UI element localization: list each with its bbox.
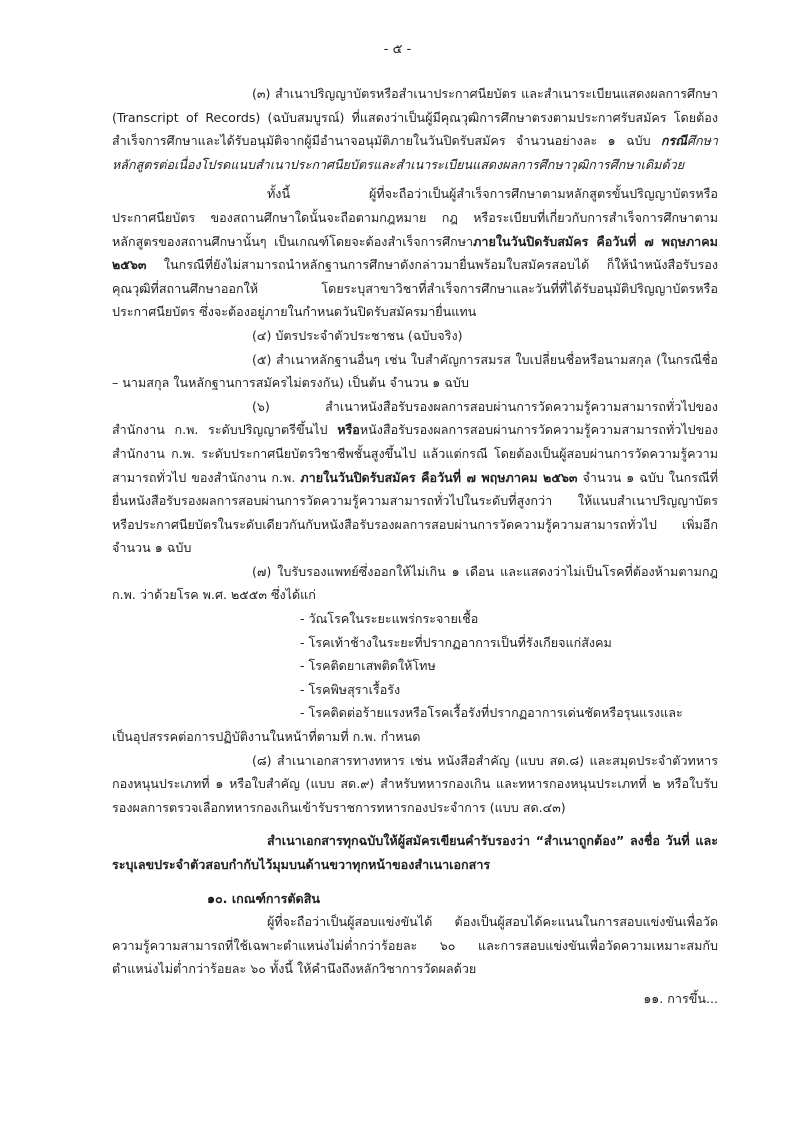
item-6-text-1: (๖) สำเนาหนังสือรับรองผลการสอบผ่านการวัดความรู้ความสามารถทั่วไปของสำนักงาน ก.พ. ระดับปริญญาตรีขึ้นไป	[112, 398, 718, 438]
certify-copy-note: สำเนาเอกสารทุกฉบับให้ผู้สมัครเขียนคำรับรองว่า “สำเนาถูกต้อง” ลงชื่อ วันที่ และระบุเลขประจำตัวสอบกำกับไว้มุมบนด้านขวาทุกหน้าของสำเนาเอกสาร	[112, 833, 718, 872]
next-page-reference: ๑๑. การขึ้น...	[643, 990, 718, 1006]
disease-item: - โรคติดยาเสพติดให้โทษ	[300, 658, 436, 674]
item-6-or: หรือ	[337, 422, 360, 438]
graduation-note-text-1: ทั้งนี้ ผู้ที่จะถือว่าเป็นผู้สำเร็จการศึกษาตามหลักสูตรขั้นปริญญาบัตรหรือประกาศนียบัตร ของสถานศึกษาใดนั้นจะถือตามกฎหมาย กฎ หรือระเบียบที่เกี่ยวกับการสำเร็จการศึกษาตามหลักสูตรของสถานศึกษานั้นๆ เป็นเกณฑ์โดยจะต้องสำเร็จการศึกษา	[112, 186, 718, 249]
item-6-ocsc-certificate	[112, 395, 718, 560]
item-3-case-note: ศึกษาหลักสูตรต่อเนื่องโปรดแนบสำเนาประกาศนียบัตรและสำเนาระเบียนแสดงผลการศึกษาวุฒิการศึกษาเดิมด้วย	[112, 133, 718, 172]
graduation-note-text-2: ในกรณีที่ยังไม่สามารถนำหลักฐานการศึกษาดังกล่าวมายื่นพร้อมใบสมัครสอบได้ ก็ให้นำหนังสือรับรองคุณวุฒิที่สถานศึกษาออกให้ โดยระบุสาขาวิชาที่สำเร็จการศึกษาและวันที่ที่ได้รับอนุมัติปริญญาบัตรหรือประกาศนียบัตร ซึ่งจะต้องอยู่ภายในกำหนดวันปิดรับสมัครมายื่นแทน	[112, 257, 718, 320]
item-6-text-3: จำนวน ๑ ฉบับ ในกรณีที่ยื่นหนังสือรับรองผลการสอบผ่านการวัดความรู้ความสามารถทั่วไปในระดับที่สูงกว่า ให้แนบสำเนาปริญญาบัตรหรือประกาศนียบัตรในระดับเดียวกันกับหนังสือรับรองผลการสอบผ่านการวัดความรู้ความสามารถทั่วไป เพิ่มอีกจำนวน ๑ ฉบับ	[112, 469, 718, 556]
item-6-deadline: ภายในวันปิดรับสมัคร คือวันที่ ๗ พฤษภาคม ๒๕๖๓	[300, 469, 578, 485]
item-7-medical-certificate: (๗) ใบรับรองแพทย์ซึ่งออกให้ไม่เกิน ๑ เดือน และแสดงว่าไม่เป็นโรคที่ต้องห้ามตามกฎ ก.พ. ว่าด้วยโรค พ.ศ. ๒๕๕๓ ซึ่งได้แก่	[112, 563, 718, 603]
item-3-case-lead: กรณี	[660, 133, 687, 149]
item-6-text-2: หนังสือรับรองผลการสอบผ่านการวัดความรู้ความสามารถทั่วไปของสำนักงาน ก.พ. ระดับประกาศนียบัตรวิชาชีพชั้นสูงขึ้นไป แล้วแต่กรณี โดยต้องเป็นผู้สอบผ่านการวัดความรู้ความสามารถทั่วไป ของสำนักงาน ก.พ.	[112, 422, 718, 485]
item-3-text: (๓) สำเนาปริญญาบัตรหรือสำเนาประกาศนียบัตร และสำเนาระเบียนแสดงผลการศึกษา (Transcript of Records) (ฉบับสมบูรณ์) ที่แสดงว่าเป็นผู้มีคุณวุฒิการศึกษาตรงตามประกาศรับสมัคร โดยต้องสำเร็จการศึกษาและได้รับอนุมัติจากผู้มีอำนาจอนุมัติภายในวันปิดรับสมัคร จำนวนอย่างละ ๑ ฉบับ	[112, 86, 718, 149]
item-3-transcript	[112, 82, 718, 176]
disease-item: - โรคติดต่อร้ายแรงหรือโรคเรื้อรังที่ปรากฏอาการเด่นชัดหรือรุนแรงและ	[300, 705, 683, 721]
section-10-heading: ๑๐. เกณฑ์การตัดสิน	[207, 890, 321, 906]
disease-item: - โรคพิษสุราเรื้อรัง	[300, 681, 401, 697]
disease-list-tail: เป็นอุปสรรคต่อการปฏิบัติงานในหน้าที่ตามที่ ก.พ. กำหนด	[112, 729, 421, 745]
page-number: - ๕ -	[383, 42, 412, 57]
document-body	[112, 82, 718, 1011]
graduation-note	[112, 182, 718, 324]
disease-item: - โรคเท้าช้างในระยะที่ปรากฏอาการเป็นที่รังเกียจแก่สังคม	[300, 634, 612, 650]
item-5-other-docs: (๕) สำเนาหลักฐานอื่นๆ เช่น ใบสำคัญการสมรส ใบเปลี่ยนชื่อหรือนามสกุล (ในกรณีชื่อ – นามสกุล ในหลักฐานการสมัครไม่ตรงกัน) เป็นต้น จำนวน ๑ ฉบับ	[112, 351, 718, 391]
section-10-body: ผู้ที่จะถือว่าเป็นผู้สอบแข่งขันได้ ต้องเป็นผู้สอบได้คะแนนในการสอบแข่งขันเพื่อวัดความรู้ความสามารถที่ใช้เฉพาะตำแหน่งไม่ต่ำกว่าร้อยละ ๖๐ และการสอบแข่งขันเพื่อวัดความเหมาะสมกับตำแหน่งไม่ต่ำกว่าร้อยละ ๖๐ ทั้งนี้ ให้คำนึงถึงหลักวิชาการวัดผลด้วย	[112, 914, 718, 977]
graduation-deadline: ภายในวันปิดรับสมัคร คือวันที่ ๗ พฤษภาคม ๒๕๖๓	[112, 233, 718, 273]
disease-list	[112, 607, 718, 725]
item-8-military-docs: (๘) สำเนาเอกสารทางทหาร เช่น หนังสือสำคัญ (แบบ สด.๘) และสมุดประจำตัวทหารกองหนุนประเภทที่ ๑ หรือใบสำคัญ (แบบ สด.๙) สำหรับทหารกองเกิน และทหารกองหนุนประเภทที่ ๒ หรือใบรับรองผลการตรวจเลือกทหารกองเกินเข้ารับราชการทหารกองประจำการ (แบบ สด.๔๓)	[112, 752, 718, 815]
disease-item: - วัณโรคในระยะแพร่กระจายเชื้อ	[300, 611, 479, 627]
item-4-id-card: (๔) บัตรประจำตัวประชาชน (ฉบับจริง)	[252, 327, 463, 343]
